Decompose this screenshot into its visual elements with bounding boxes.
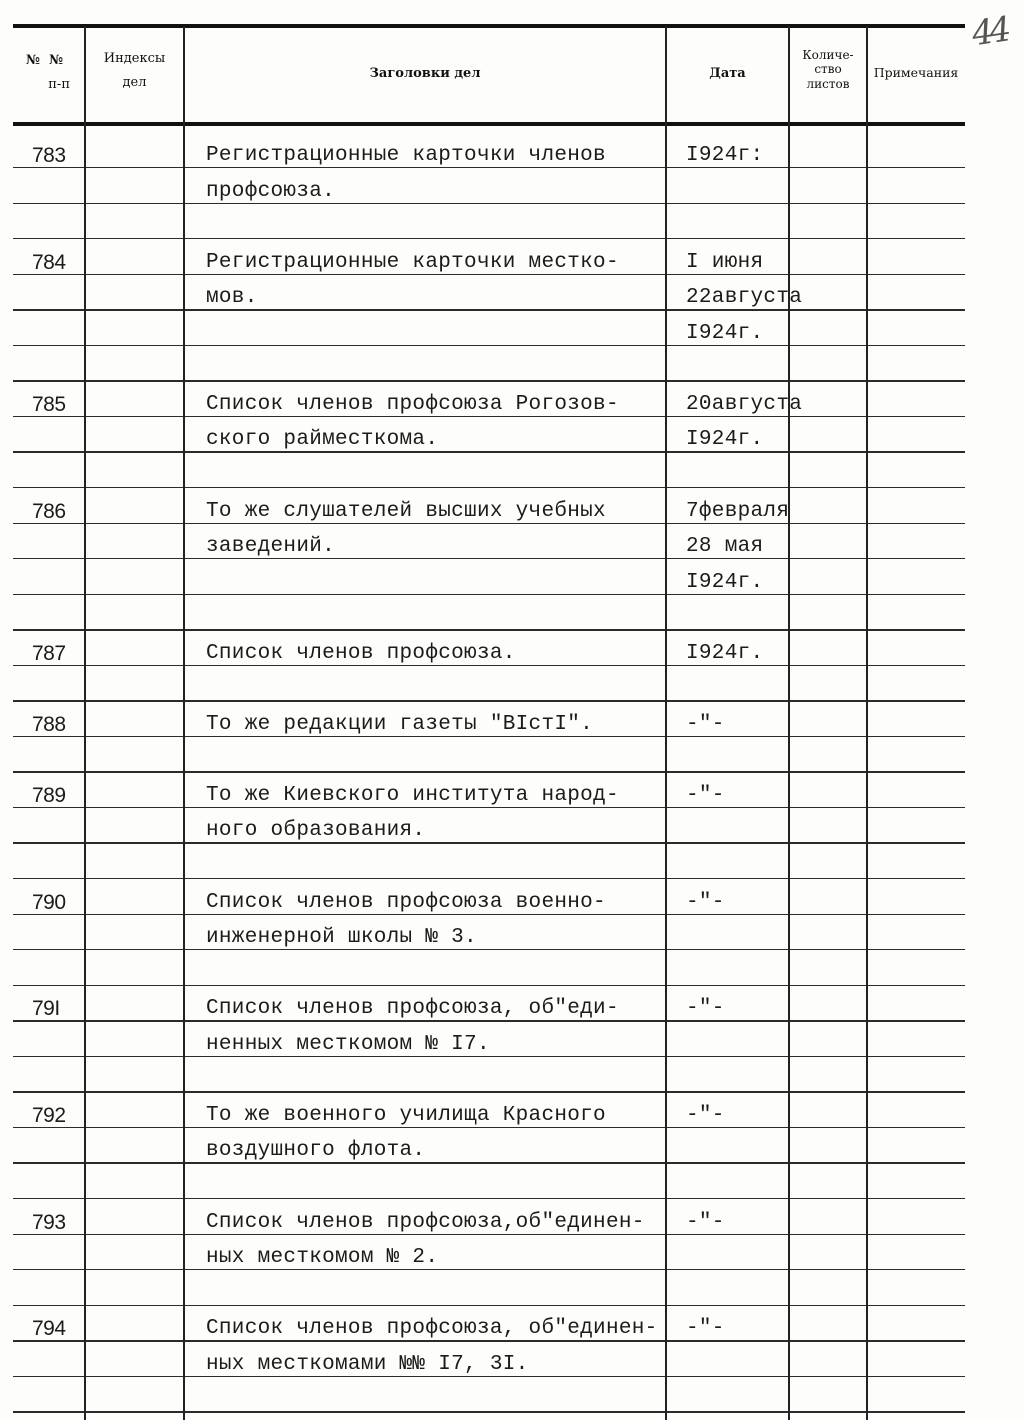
ruled-line: [13, 1411, 965, 1412]
entry-date-line: I924г.: [686, 321, 764, 345]
handwritten-sheet-number: 44: [969, 9, 1010, 55]
entry-title-line: Список членов профсоюза,об"единен-: [206, 1210, 645, 1234]
ruled-line: [13, 629, 965, 630]
entry-title-line: ных месткомом № 2.: [206, 1246, 439, 1270]
ruled-line: [13, 487, 965, 488]
entry-title-line: То же Киевского института народ-: [206, 783, 619, 807]
header-number-line2: п-п: [48, 76, 70, 92]
entry-date-line: -"-: [686, 1210, 725, 1234]
entry-number: 790: [32, 890, 66, 914]
ruled-line: [13, 558, 965, 559]
entry-title-line: Регистрационные карточки местко-: [206, 250, 619, 274]
ruled-line: [13, 771, 965, 772]
header-notes: Примечания: [873, 65, 959, 80]
header-number-line1: № №: [26, 53, 64, 68]
entry-title-line: Список членов профсоюза военно-: [206, 890, 606, 914]
header-index-line2: дел: [122, 74, 147, 90]
entry-number: 787: [32, 641, 66, 665]
ruled-line: [13, 1305, 965, 1306]
header-date: Дата: [709, 66, 746, 81]
ruled-line: [13, 1091, 965, 1092]
ruled-line: [13, 878, 965, 879]
ruled-line: [13, 345, 965, 346]
column-divider: [665, 26, 667, 1420]
header-count-line3: листов: [806, 76, 850, 91]
entry-title-line: инженерной школы № 3.: [206, 926, 477, 950]
entry-title-line: Список членов профсоюза.: [206, 641, 516, 665]
entry-date-line: I924г.: [686, 570, 764, 594]
entry-date-line: 20августа: [686, 392, 803, 416]
entry-date-line: I924г.: [686, 641, 764, 665]
entry-number: 784: [32, 250, 66, 274]
entry-title-line: То же военного училища Красного: [206, 1103, 606, 1127]
ruled-line: [13, 1198, 965, 1199]
entry-title-line: ного образования.: [206, 819, 426, 843]
ruled-line: [13, 1162, 965, 1163]
ruled-line: [13, 700, 965, 701]
entry-number: 79I: [32, 997, 60, 1021]
ruled-line: [13, 985, 965, 986]
ruled-line: [13, 309, 965, 310]
entry-title-line: Список членов профсоюза, об"единен-: [206, 1317, 658, 1341]
column-divider: [84, 26, 86, 1420]
entry-title-line: профсоюза.: [206, 179, 336, 203]
entry-title-line: То же слушателей высших учебных: [206, 499, 606, 523]
entry-date-line: -"-: [686, 997, 725, 1021]
ruled-line: [13, 203, 965, 204]
entry-date-line: I924г:: [686, 144, 764, 167]
entry-date-line: -"-: [686, 1317, 725, 1341]
entry-number: 788: [32, 712, 66, 736]
entry-number: 785: [32, 392, 66, 416]
entry-title-line: ненных месткомом № I7.: [206, 1032, 490, 1056]
column-divider: [788, 26, 790, 1420]
entry-title-line: То же редакции газеты "BIстI".: [206, 712, 594, 736]
entry-title-line: ского райместкома.: [206, 428, 439, 452]
entry-title-line: мов.: [206, 286, 258, 310]
entry-date-line: -"-: [686, 890, 725, 914]
entry-title-line: воздушного флота.: [206, 1139, 426, 1163]
column-divider: [183, 26, 185, 1420]
header-count-line2: ство: [814, 62, 842, 77]
header-bottom-rule: [13, 122, 965, 126]
entry-number: 783: [32, 144, 66, 167]
ruled-line: [13, 842, 965, 843]
header-top-rule: [13, 24, 965, 28]
entry-number: 794: [32, 1317, 66, 1341]
header-title: Заголовки дел: [369, 66, 481, 81]
ruled-line: [13, 949, 965, 950]
entry-title-line: ных месткомами №№ I7, 3I.: [206, 1352, 529, 1376]
entry-date-line: -"-: [686, 1103, 725, 1127]
entry-date-line: I924г.: [686, 428, 764, 452]
header-index: [86, 50, 183, 91]
entry-date-line: I июня: [686, 250, 764, 274]
ruled-line: [13, 1269, 965, 1270]
entry-title-line: Регистрационные карточки членов: [206, 144, 606, 167]
entry-number: 786: [32, 499, 66, 523]
header-sheet-count: [790, 48, 866, 91]
entry-date-line: 22августа: [686, 286, 803, 310]
ruled-line: [13, 380, 965, 381]
entry-date-line: 28 мая: [686, 535, 764, 559]
entry-title-line: Список членов профсоюза, об"еди-: [206, 997, 619, 1021]
entry-number: 793: [32, 1210, 66, 1234]
entry-title-line: заведений.: [206, 535, 336, 559]
ruled-line: [13, 594, 965, 595]
entry-date-line: 7февраля: [686, 499, 790, 523]
entry-number: 789: [32, 783, 66, 807]
column-divider: [866, 26, 868, 1420]
entry-date-line: -"-: [686, 783, 725, 807]
header-count-line1: Количе-: [802, 48, 854, 62]
ruled-line: [13, 238, 965, 239]
ruled-line: [13, 451, 965, 452]
header-number: [14, 52, 84, 93]
header-index-line1: Индексы: [103, 51, 166, 66]
entry-date-line: -"-: [686, 712, 725, 736]
entry-number: 792: [32, 1103, 66, 1127]
entry-title-line: Список членов профсоюза Рогозов-: [206, 392, 619, 416]
